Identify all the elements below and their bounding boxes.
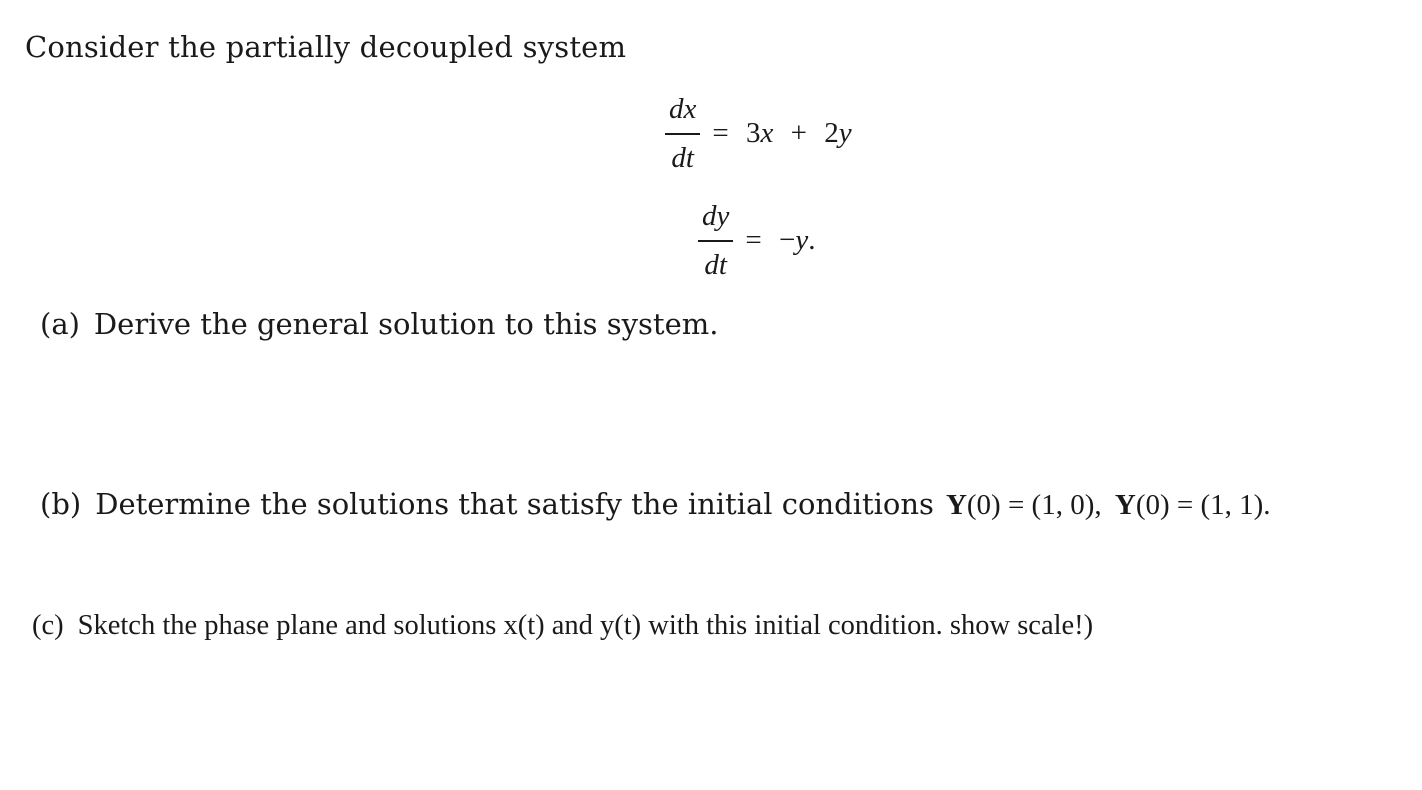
fraction-dy-dt bbox=[698, 202, 733, 280]
part-c bbox=[32, 610, 1093, 642]
coefficient: 3 bbox=[745, 117, 761, 150]
initial-condition-2: (0) = (1, 1). bbox=[1135, 489, 1271, 521]
part-b bbox=[40, 487, 1271, 522]
equation-rhs bbox=[712, 119, 851, 148]
equals-sign: = bbox=[745, 224, 762, 257]
equation-dy-dt bbox=[698, 202, 815, 280]
fraction-denominator: dt bbox=[671, 141, 694, 174]
part-text: Derive the general solution to this system. bbox=[93, 307, 719, 341]
equation-dx-dt bbox=[665, 95, 852, 173]
initial-condition-1: (0) = (1, 0), bbox=[966, 489, 1109, 521]
fraction-bar bbox=[698, 240, 733, 242]
vector-y: Y bbox=[945, 489, 967, 521]
part-text: Sketch the phase plane and solutions x(t) and y(t) with this initial condition. show scale!) bbox=[77, 610, 1094, 641]
period: . bbox=[808, 224, 816, 257]
equation-rhs bbox=[745, 226, 815, 255]
coefficient: 2 bbox=[824, 117, 839, 150]
variable: y bbox=[795, 224, 809, 257]
equals-sign: = bbox=[712, 117, 729, 150]
variable: x bbox=[760, 117, 774, 150]
fraction-numerator: dy bbox=[702, 200, 730, 232]
fraction-bar bbox=[665, 133, 700, 135]
fraction-denominator: dt bbox=[704, 248, 727, 281]
fraction-numerator: dx bbox=[669, 93, 697, 125]
part-a bbox=[40, 307, 718, 341]
part-label: (b) bbox=[40, 487, 82, 521]
variable: y bbox=[838, 117, 852, 150]
intro-text: Consider the partially decoupled system bbox=[25, 30, 627, 64]
minus-sign: − bbox=[778, 224, 796, 257]
part-label: (a) bbox=[40, 307, 80, 341]
fraction-dx-dt bbox=[665, 95, 700, 173]
part-text: Determine the solutions that satisfy the initial conditions bbox=[95, 487, 934, 521]
vector-y: Y bbox=[1114, 489, 1136, 521]
part-label: (c) bbox=[32, 610, 64, 641]
plus-sign: + bbox=[790, 117, 807, 150]
